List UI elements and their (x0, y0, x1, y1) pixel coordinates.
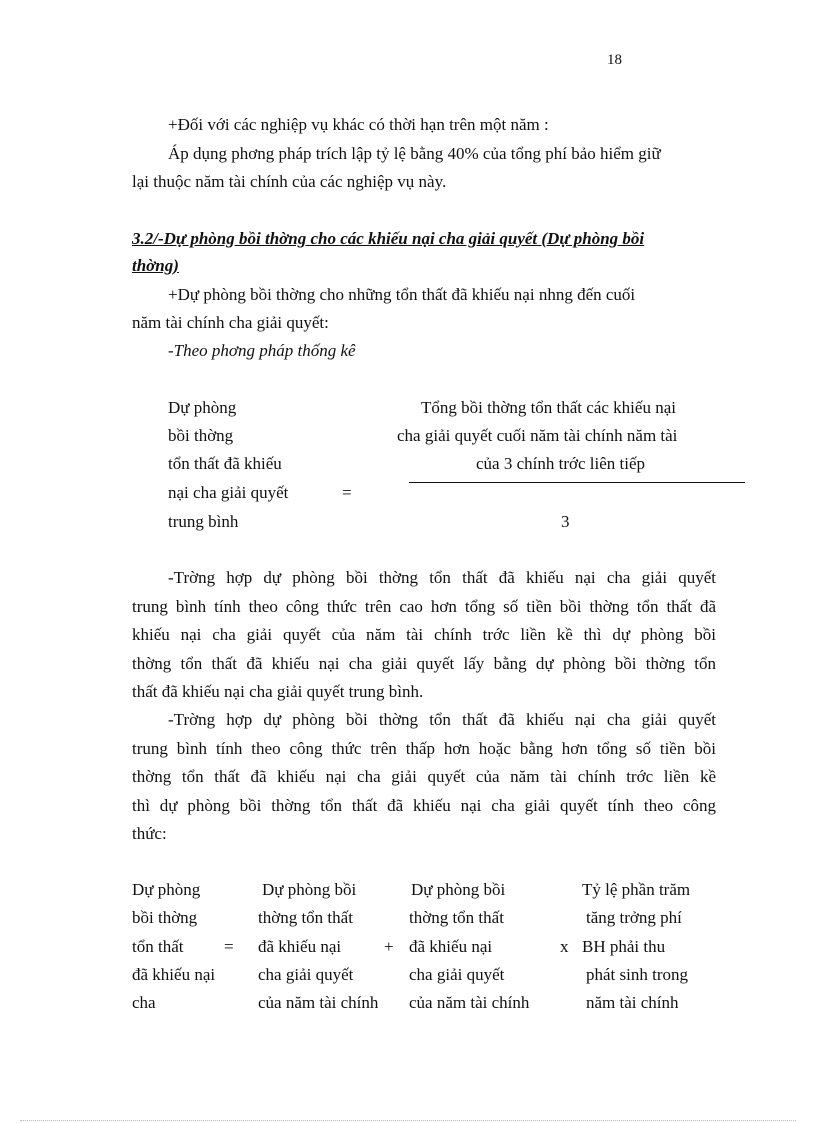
formula2-col2-2: thờng tổn thất (258, 908, 353, 927)
formula2-equals: = (224, 937, 234, 956)
para2-line-5: thất đã khiếu nại cha giải quyết trung bình. (132, 682, 424, 701)
page-bottom-rule (20, 1120, 796, 1121)
section-para-line-2: năm tài chính cha giải quyết: (132, 313, 329, 332)
formula2-col1-5: cha (132, 993, 156, 1012)
formula2-col3-4: cha giải quyết (409, 965, 505, 984)
fraction-bar (409, 482, 745, 483)
para3-line-4: thì dự phòng bồi thờng tổn thất đã khiếu nại cha giải quyết tính theo công (132, 796, 716, 815)
formula1-numerator-3: của 3 chính trớc liên tiếp (476, 454, 646, 473)
intro-line-3: lại thuộc năm tài chính của các nghiệp vụ này. (132, 172, 447, 191)
formula2-plus: + (384, 937, 394, 956)
para3-line-3: thờng tổn thất đã khiếu nại cha giải quyết của năm tài chính trớc liền kề (132, 767, 716, 786)
para2-line-3: khiếu nại cha giải quyết của năm tài chính trớc liền kề thì dự phòng bồi (132, 625, 716, 644)
formula2-col3-2: thờng tổn thất (409, 908, 504, 927)
formula2-col4-1: Tỷ lệ phần trăm (582, 880, 691, 899)
formula2-col3-5: của năm tài chính (409, 993, 530, 1012)
page-number: 18 (607, 52, 622, 68)
formula1-numerator-1: Tổng bồi thờng tổn thất các khiếu nại (421, 398, 676, 417)
formula2-col4-4: phát sinh trong (586, 965, 688, 984)
para3-line-2: trung bình tính theo công thức trên thấp hơn hoặc bằng hơn tổng số tiền bồi (132, 739, 716, 758)
intro-line-2: Áp dụng phơng pháp trích lập tỷ lệ bằng 40% của tổng phí bảo hiểm giữ (168, 144, 661, 163)
intro-line-1: +Đối với các nghiệp vụ khác có thời hạn trên một năm : (168, 115, 549, 134)
formula2-col3-1: Dự phòng bồi (411, 880, 506, 899)
para3-line-5: thức: (132, 824, 167, 843)
formula2-col2-1: Dự phòng bồi (262, 880, 357, 899)
formula1-left-3: tổn thất đã khiếu (168, 454, 282, 473)
section-heading-line-1: 3.2/-Dự phòng bồi thờng cho các khiếu nại cha giải quyết (Dự phòng bồi (132, 229, 645, 248)
formula2-col2-3: đã khiếu nại (258, 937, 342, 956)
formula1-denominator: 3 (561, 512, 570, 531)
formula1-equals: = (342, 483, 352, 502)
formula2-col4-5: năm tài chính (586, 993, 679, 1012)
para3-line-1: -Trờng hợp dự phòng bồi thờng tổn thất đã khiếu nại cha giải quyết (168, 710, 716, 729)
formula2-col1-4: đã khiếu nại (132, 965, 216, 984)
formula1-left-1: Dự phòng (168, 398, 237, 417)
formula2-col4-2: tăng trởng phí (586, 908, 682, 927)
para2-line-1: -Trờng hợp dự phòng bồi thờng tổn thất đã khiếu nại cha giải quyết (168, 568, 716, 587)
section-heading-line-2: thờng) (132, 256, 179, 275)
formula2-times: x (560, 937, 569, 956)
formula2-col4-3: BH phải thu (582, 937, 666, 956)
method-label: -Theo phơng pháp thống kê (168, 341, 356, 360)
formula2-col2-4: cha giải quyết (258, 965, 354, 984)
formula2-col1-2: bồi thờng (132, 908, 198, 927)
formula2-col2-5: của năm tài chính (258, 993, 379, 1012)
formula2-col1-1: Dự phòng (132, 880, 201, 899)
formula1-numerator-2: cha giải quyết cuối năm tài chính năm tài (397, 426, 678, 445)
section-para-line-1: +Dự phòng bồi thờng cho những tổn thất đã khiếu nại nhng đến cuối (168, 285, 636, 304)
formula1-left-4: nại cha giải quyết (168, 483, 289, 502)
para2-line-2: trung bình tính theo công thức trên cao hơn tổng số tiền bồi thờng tổn thất đã (132, 597, 716, 616)
formula2-col3-3: đã khiếu nại (409, 937, 493, 956)
formula1-left-5: trung bình (168, 512, 239, 531)
formula1-left-2: bồi thờng (168, 426, 234, 445)
formula2-col1-3: tổn thất (132, 937, 184, 956)
para2-line-4: thờng tổn thất đã khiếu nại cha giải quyết lấy bằng dự phòng bồi thờng tổn (132, 654, 716, 673)
